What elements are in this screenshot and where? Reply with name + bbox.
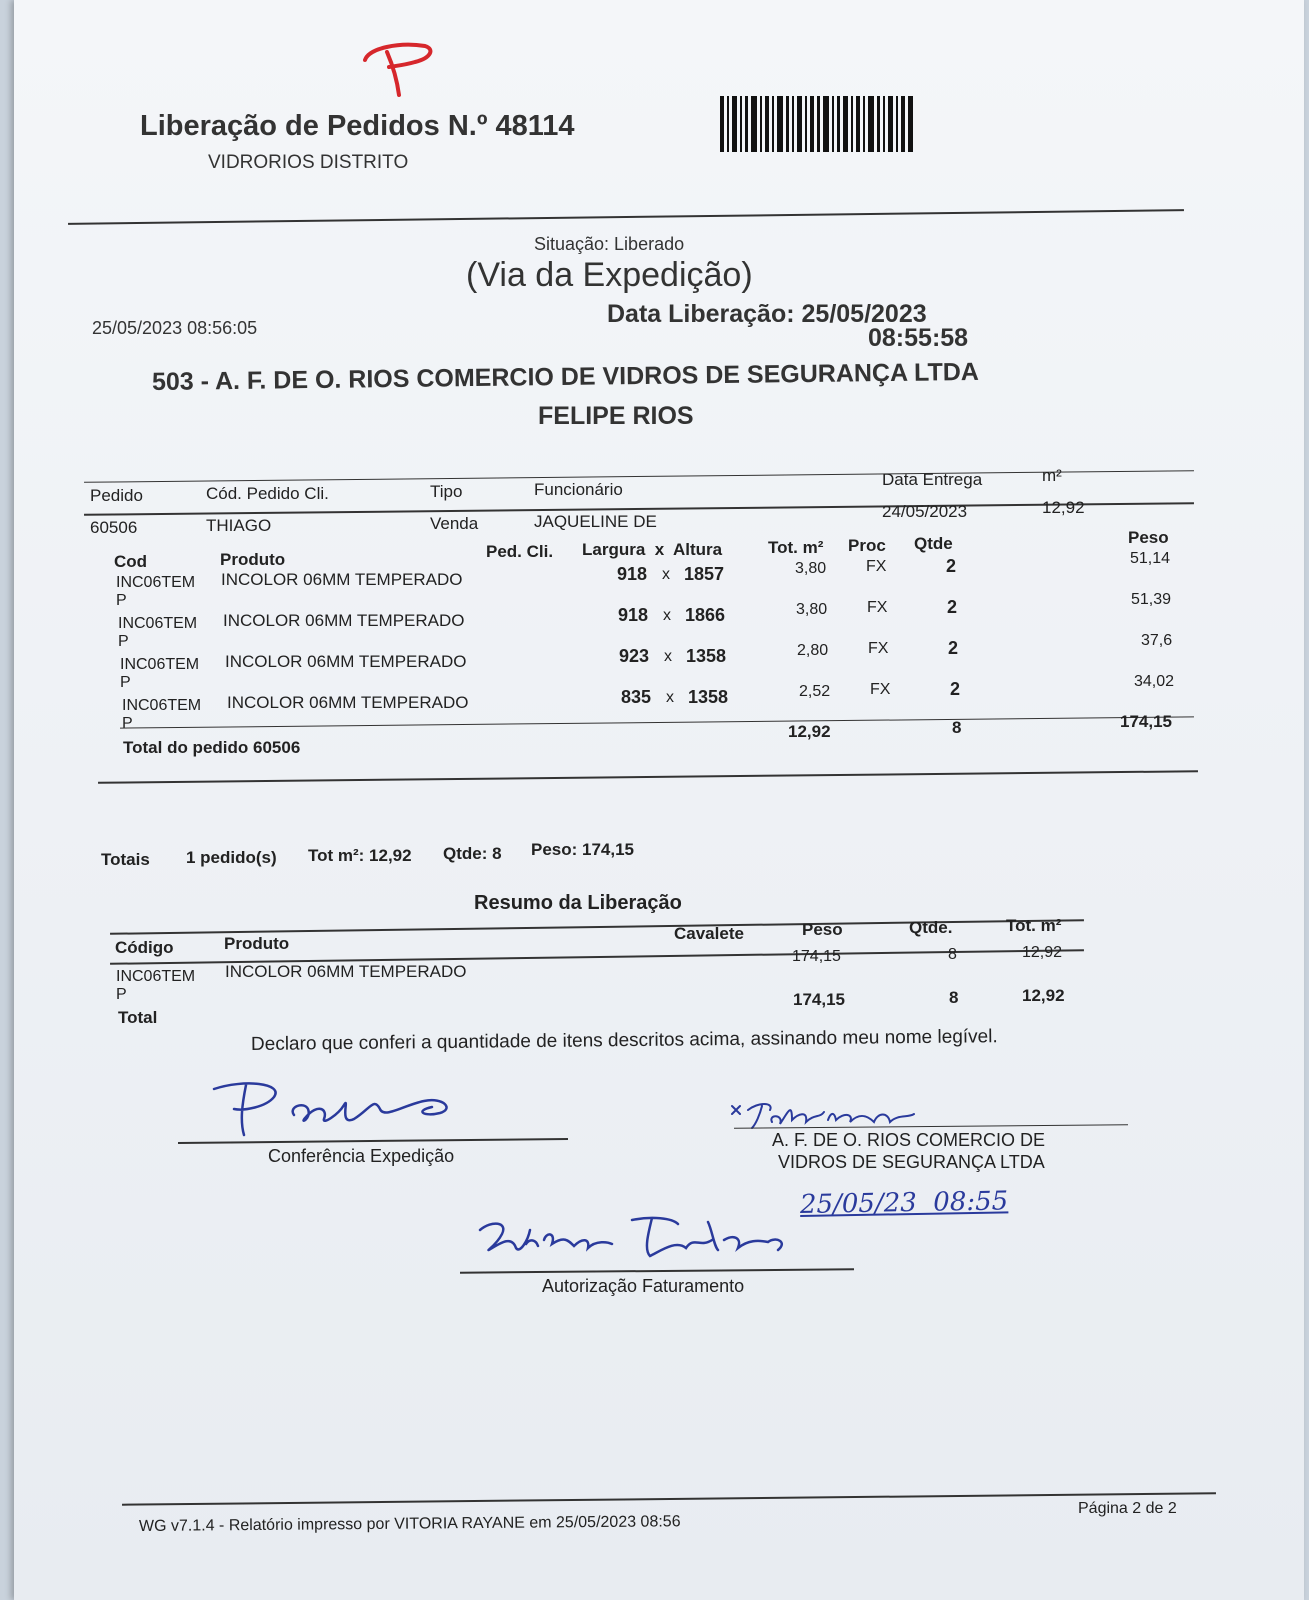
val-m2: 12,92 xyxy=(1042,498,1085,517)
row-x: x xyxy=(662,566,670,583)
row-cod-suffix: P xyxy=(116,592,127,609)
footer-page-number: Página 2 de 2 xyxy=(1078,1500,1177,1517)
row-x: x xyxy=(666,689,674,706)
resumo-col-produto: Produto xyxy=(224,934,290,953)
printed-datetime: 25/05/2023 08:56:05 xyxy=(92,318,258,338)
row-peso: 34,02 xyxy=(1134,673,1175,690)
resumo-col-qtde: Qtde. xyxy=(909,918,953,937)
resumo-col-cavalete: Cavalete xyxy=(674,924,744,943)
row-largura: 918 xyxy=(617,564,648,584)
declaration-text: Declaro que conferi a quantidade de itens descritos acima, assinando meu nome legível. xyxy=(250,1026,998,1055)
col-tipo: Tipo xyxy=(430,482,463,501)
col-cod: Cod xyxy=(114,552,148,571)
resumo-total-label: Total xyxy=(118,1008,158,1027)
row-qtde: 2 xyxy=(947,597,958,617)
red-p-mark xyxy=(359,40,439,100)
situacao-text: Situação: Liberado xyxy=(534,234,685,254)
row-cod: INC06TEM xyxy=(120,656,200,673)
conferencia-signature xyxy=(204,1075,474,1145)
order-total-m2: 12,92 xyxy=(788,722,831,741)
row-produto: INCOLOR 06MM TEMPERADO xyxy=(227,693,469,712)
barcode-icon xyxy=(720,96,915,152)
col-proc: Proc xyxy=(848,536,886,555)
resumo-row-qtde: 8 xyxy=(948,946,957,963)
totais-label: Totais xyxy=(101,850,150,869)
resumo-col-peso: Peso xyxy=(802,920,843,939)
data-liberacao-time: 08:55:58 xyxy=(868,324,969,352)
document-sheet xyxy=(14,0,1304,1600)
row-peso: 51,39 xyxy=(1131,591,1172,608)
val-funcionario: JAQUELINE DE xyxy=(534,512,657,531)
col-ped-cli: Ped. Cli. xyxy=(486,542,554,561)
footer-printed-by: WG v7.1.4 - Relatório impresso por VITORIA RAYANE em 25/05/2023 08:56 xyxy=(138,1513,681,1535)
row-qtde: 2 xyxy=(950,679,961,699)
col-largura-altura: Largura x Altura xyxy=(582,540,723,559)
row-cod: INC06TEM xyxy=(122,697,202,714)
val-pedido: 60506 xyxy=(90,518,138,537)
row-produto: INCOLOR 06MM TEMPERADO xyxy=(221,570,463,589)
client-contact: FELIPE RIOS xyxy=(538,402,694,430)
data-liberacao: Data Liberação: 25/05/2023 xyxy=(607,300,927,328)
via-expedicao: (Via da Expedição) xyxy=(466,256,753,294)
col-qtde: Qtde xyxy=(914,534,953,553)
row-produto: INCOLOR 06MM TEMPERADO xyxy=(225,652,467,671)
val-data-entrega: 24/05/2023 xyxy=(882,502,968,521)
divider xyxy=(98,770,1198,784)
col-pedido: Pedido xyxy=(90,486,143,505)
divider xyxy=(68,209,1184,225)
client-name: 503 - A. F. DE O. RIOS COMERCIO DE VIDROS DE SEGURANÇA LTDA xyxy=(151,357,980,396)
row-proc: FX xyxy=(870,681,891,698)
totais-m2: Tot m²: 12,92 xyxy=(308,846,412,865)
totais-peso: Peso: 174,15 xyxy=(531,840,635,859)
client-signature-line1: A. F. DE O. RIOS COMERCIO DE xyxy=(772,1130,1046,1150)
col-cod-pedido-cli: Cód. Pedido Cli. xyxy=(206,484,329,503)
row-tot-m2: 2,52 xyxy=(799,683,831,700)
totais-qtde: Qtde: 8 xyxy=(443,844,502,863)
col-data-entrega: Data Entrega xyxy=(882,470,983,489)
resumo-row-produto: INCOLOR 06MM TEMPERADO xyxy=(225,962,467,981)
resumo-col-tot-m2: Tot. m² xyxy=(1006,916,1062,935)
resumo-total-tot-m2: 12,92 xyxy=(1022,986,1065,1005)
divider xyxy=(120,716,1194,728)
row-cod: INC06TEM xyxy=(118,615,198,632)
row-cod-suffix: P xyxy=(118,633,129,650)
divider xyxy=(84,470,1194,483)
row-altura: 1358 xyxy=(688,687,729,707)
row-tot-m2: 3,80 xyxy=(795,560,827,577)
autorizacao-label: Autorização Faturamento xyxy=(542,1276,745,1296)
col-tot-m2: Tot. m² xyxy=(768,538,824,557)
row-altura: 1857 xyxy=(684,564,725,584)
row-cod: INC06TEM xyxy=(116,574,196,591)
row-x: x xyxy=(664,648,672,665)
row-peso: 37,6 xyxy=(1141,632,1173,649)
row-altura: 1866 xyxy=(685,605,726,625)
row-x: x xyxy=(663,607,671,624)
val-tipo: Venda xyxy=(430,514,479,533)
row-cod-suffix: P xyxy=(122,715,133,732)
row-produto: INCOLOR 06MM TEMPERADO xyxy=(223,611,465,630)
row-proc: FX xyxy=(866,558,887,575)
handwritten-datetime: 25/05/23 08:55 xyxy=(799,1186,1009,1220)
page-title: Liberação de Pedidos N.º 48114 xyxy=(140,110,575,142)
row-proc: FX xyxy=(867,599,888,616)
row-qtde: 2 xyxy=(946,556,957,576)
totais-pedidos: 1 pedido(s) xyxy=(186,848,277,867)
val-cod-pedido-cli: THIAGO xyxy=(206,516,272,535)
row-proc: FX xyxy=(868,640,889,657)
row-peso: 51,14 xyxy=(1130,550,1171,567)
resumo-row-cod-suffix: P xyxy=(116,986,127,1003)
autorizacao-signature xyxy=(472,1210,802,1270)
order-total-qtde: 8 xyxy=(952,718,962,737)
col-funcionario: Funcionário xyxy=(534,480,623,499)
row-largura: 923 xyxy=(619,646,650,666)
client-signature-line2: VIDROS DE SEGURANÇA LTDA xyxy=(778,1152,1045,1172)
row-cod-suffix: P xyxy=(120,674,131,691)
row-tot-m2: 3,80 xyxy=(796,601,828,618)
order-total-peso: 174,15 xyxy=(1120,712,1172,731)
col-peso: Peso xyxy=(1128,528,1169,547)
resumo-row-peso: 174,15 xyxy=(792,948,841,965)
resumo-col-codigo: Código xyxy=(115,938,174,957)
divider xyxy=(122,1492,1216,1505)
row-tot-m2: 2,80 xyxy=(797,642,829,659)
row-altura: 1358 xyxy=(686,646,727,666)
order-total-label: Total do pedido 60506 xyxy=(123,738,301,757)
resumo-title: Resumo da Liberação xyxy=(474,892,682,914)
resumo-row-cod: INC06TEM xyxy=(116,968,196,985)
resumo-total-qtde: 8 xyxy=(949,988,959,1007)
col-m2: m² xyxy=(1042,466,1062,485)
resumo-total-peso: 174,15 xyxy=(793,990,845,1009)
row-largura: 918 xyxy=(618,605,649,625)
conferencia-label: Conferência Expedição xyxy=(268,1146,455,1166)
resumo-row-tot-m2: 12,92 xyxy=(1022,944,1063,961)
col-produto: Produto xyxy=(220,550,286,569)
company-name: VIDRORIOS DISTRITO xyxy=(208,152,409,173)
row-largura: 835 xyxy=(621,687,652,707)
row-qtde: 2 xyxy=(948,638,959,658)
